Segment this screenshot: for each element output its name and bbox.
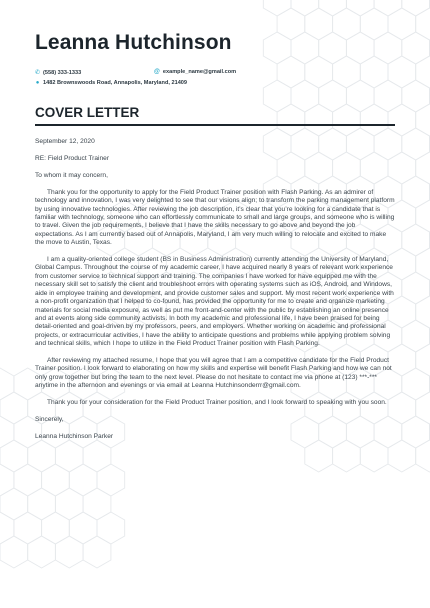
letter-paragraph: Thank you for your consideration for the Field Product Trainer position, and I look forward to speaking with you soon. (47, 399, 387, 407)
street-address: 1482 Brownswoods Road, Annapolis, Maryland, 21409 (43, 80, 188, 86)
address-contact (35, 80, 187, 86)
letter-paragraph: I am a quality-oriented college student (BS in Business Administration) currently attending the University of Maryland, Global Campus. Throughout the course of my academic career, I have acquired nearly 8 years of relevant work experience from customer service to technical support and training. The companies I have worked for have equipped me with the necessary skill set to satisfy the client and troubleshoot errors with operating systems such as iOS, Android, and Windows, aide in employee training and development, and provide customer sales and support. My most recent work experience with a non-profit organization that I helped to co-found, has provided the opportunity for me to create and organize marketing materials for social media exposure, as well as put me front-and-center with the public by establishing an online presence and at events along side community activists. In both my academic and professional life, I have been praised for being detail-oriented and goal-driven by my professors, peers, and employers. Whether working on academic and professional projects, or extracurricular activities, I have the ability to anticipate questions and problems while applying problem solving and technical skills, which I hope to utilize in the Field Product Trainer position with Flash Parking. (35, 256, 394, 348)
section-title: COVER LETTER (35, 105, 140, 120)
letter-body (35, 138, 395, 441)
letter-paragraph: Thank you for the opportunity to apply for the Field Product Trainer position with Flash Parking. As an admirer of technology and innovation, I was very delighted to see that our visions align; to transform the parking management platform by using innovative technologies. After reviewing the job description, it’s clear that you’re looking for a candidate that is familiar with technology, someone who can effortlessly communicate to small and large groups, and someone who is willing to travel. Given the job requirements, I believe that I have the skills necessary to go above and beyond the job expectations. As I am currently based out of Annapolis, Maryland, I am very much willing to relocate and excited to make the move to Austin, Texas. (35, 188, 395, 247)
candidate-name: Leanna Hutchinson (35, 31, 232, 54)
letter-paragraph: After reviewing my attached resume, I hope that you will agree that I am a competitive candidate for the Field Product Trainer position. I look forward to elaborating on how my skills and expertise will benefit Flash Parking and how we can not only grow together but bring the team to the next level. Please do not hesitate to contact me via phone at (123) ***-*** anytime in the afternoon and evenings or via email at Leanna Hutchinsonderrr@gmail.com. (35, 357, 392, 390)
at-sign-icon: @ (154, 69, 160, 75)
email-contact (154, 69, 236, 75)
letter-salutation: To whom it may concern, (35, 171, 108, 179)
letter-closing: Sincerely, (35, 416, 64, 424)
section-divider (35, 124, 395, 126)
map-pin-icon: ● (35, 80, 40, 86)
letter-signature: Leanna Hutchinson Parker (35, 432, 114, 440)
letter-subject: RE: Field Product Trainer (35, 154, 110, 162)
email-address[interactable]: example_name@gmail.com (162, 69, 237, 75)
phone-number: (558) 333-1333 (43, 69, 82, 76)
phone-icon: ✆ (35, 70, 41, 76)
letter-date: September 12, 2020 (35, 138, 95, 145)
phone-contact (35, 69, 81, 76)
